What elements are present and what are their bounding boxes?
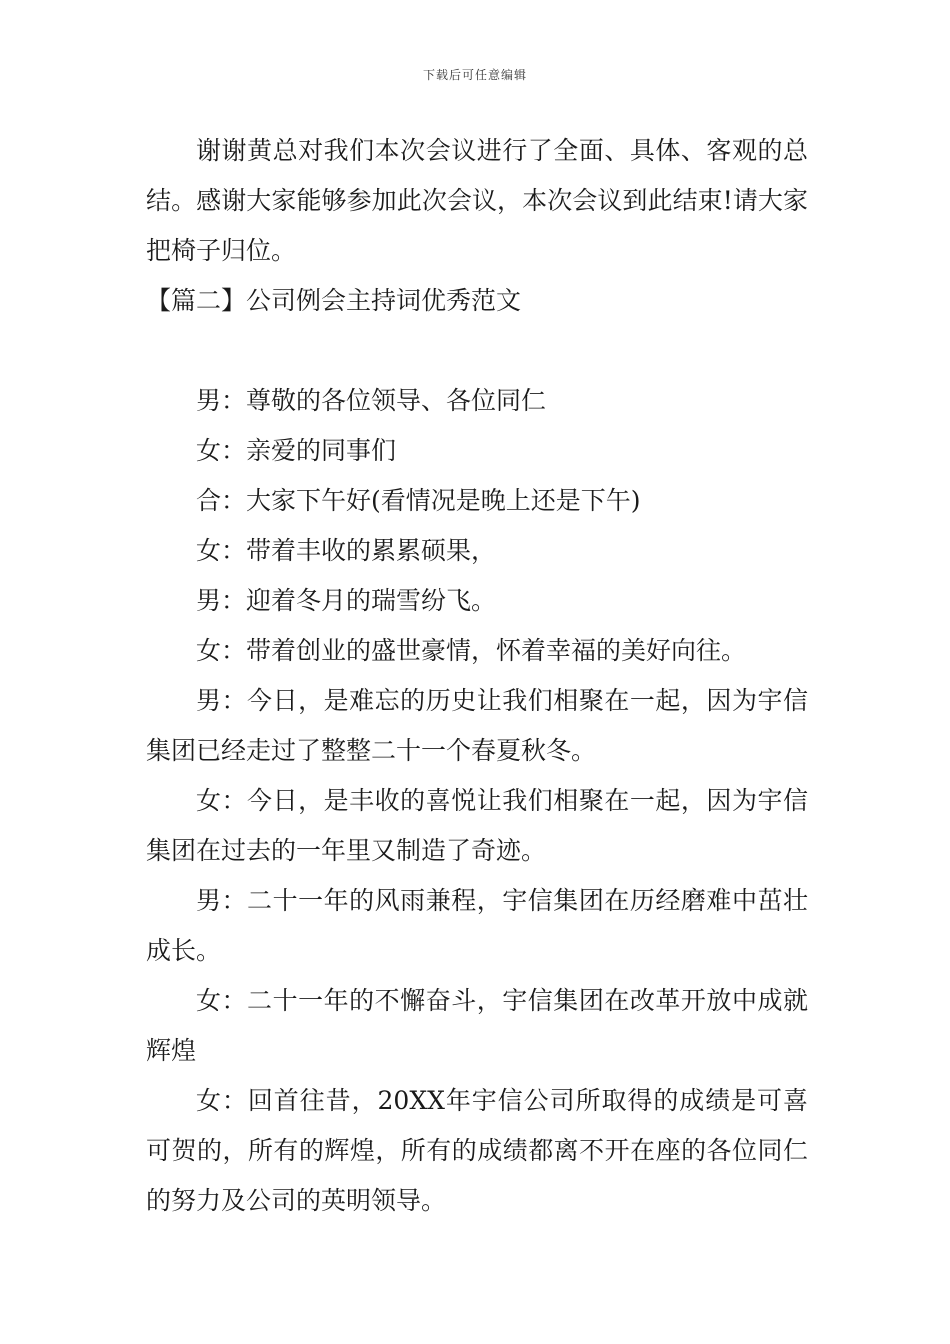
dialogue-line: 女：回首往昔，20XX年宇信公司所取得的成绩是可喜可贺的，所有的辉煌，所有的成绩都离不开在座的各位同仁的努力及公司的英明领导。 bbox=[146, 1086, 808, 1215]
dialogue-line: 女：今日，是丰收的喜悦让我们相聚在一起，因为宇信集团在过去的一年里又制造了奇迹。 bbox=[146, 786, 808, 865]
section-heading: 【篇二】公司例会主持词优秀范文 bbox=[146, 286, 522, 315]
dialogue-line: 女：二十一年的不懈奋斗，宇信集团在改革开放中成就辉煌 bbox=[146, 986, 808, 1065]
dialogue-line: 男：二十一年的风雨兼程，宇信集团在历经磨难中茁壮成长。 bbox=[146, 886, 808, 965]
dialogue-line: 男：迎着冬月的瑞雪纷飞。 bbox=[196, 586, 497, 615]
page-header-note: 下载后可任意编辑 bbox=[422, 68, 527, 82]
dialogue-line: 女：带着创业的盛世豪情，怀着幸福的美好向往。 bbox=[196, 636, 747, 665]
dialogue-line: 合：大家下午好(看情况是晚上还是下午) bbox=[196, 486, 641, 515]
paragraph-closing-thanks: 谢谢黄总对我们本次会议进行了全面、具体、客观的总结。感谢大家能够参加此次会议，本次会议到此结束!请大家把椅子归位。 bbox=[146, 136, 808, 265]
dialogue-line: 女：带着丰收的累累硕果， bbox=[196, 536, 497, 565]
document-body bbox=[146, 126, 808, 1226]
dialogue-line: 女：亲爱的同事们 bbox=[196, 436, 397, 465]
dialogue-line: 男：尊敬的各位领导、各位同仁 bbox=[196, 386, 547, 415]
dialogue-line: 男：今日，是难忘的历史让我们相聚在一起，因为宇信集团已经走过了整整二十一个春夏秋冬。 bbox=[146, 686, 808, 765]
blank-line bbox=[146, 326, 808, 376]
